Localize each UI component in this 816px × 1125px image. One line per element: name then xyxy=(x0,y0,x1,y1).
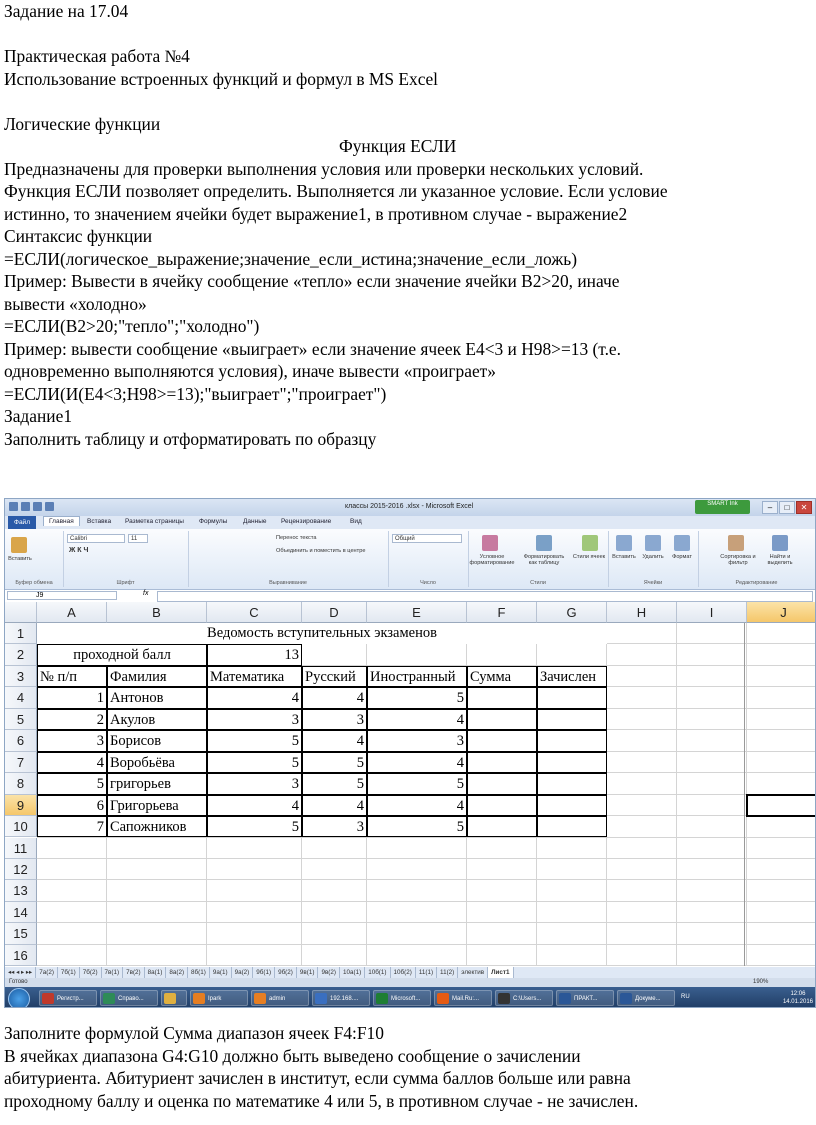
ribbon-tabs xyxy=(5,516,815,529)
redo-icon[interactable] xyxy=(45,502,54,511)
table-header-cell[interactable]: Математика xyxy=(207,666,302,687)
row-number-cell[interactable]: 4 xyxy=(37,752,107,773)
taskbar-button[interactable] xyxy=(161,990,187,1006)
taskbar-label: Регистр... xyxy=(57,996,84,1002)
text-line: абитуриента. Абитуриент зачислен в институт, если сумма баллов больше или равна xyxy=(4,1068,631,1088)
russian-score-cell[interactable]: 5 xyxy=(302,752,367,773)
sheet-tab[interactable]: 7в(2) xyxy=(123,967,145,978)
save-icon[interactable] xyxy=(21,502,30,511)
format-cells-button[interactable]: Формат xyxy=(672,554,692,560)
russian-score-cell[interactable]: 4 xyxy=(302,730,367,751)
sheet-tab[interactable]: Лист1 xyxy=(488,967,513,978)
column-header[interactable]: I xyxy=(677,602,747,623)
number-format-select[interactable]: Общий xyxy=(392,534,462,543)
row-number-cell[interactable]: 1 xyxy=(37,687,107,708)
foreign-score-cell[interactable]: 5 xyxy=(367,687,467,708)
sheet-tab[interactable]: электив xyxy=(458,967,488,978)
russian-score-cell[interactable]: 3 xyxy=(302,816,367,837)
row-number-cell[interactable]: 3 xyxy=(37,730,107,751)
select-all-corner[interactable] xyxy=(5,602,37,623)
group-label: Число xyxy=(420,580,436,586)
app-icon xyxy=(42,993,54,1004)
enrolled-cell[interactable] xyxy=(537,816,607,837)
surname-cell[interactable]: Антонов xyxy=(107,687,207,708)
russian-score-cell[interactable]: 5 xyxy=(302,773,367,794)
conditional-format-icon[interactable] xyxy=(482,535,498,551)
table-header-cell[interactable]: Фамилия xyxy=(107,666,207,687)
column-header[interactable]: J xyxy=(747,602,816,623)
taskbar-label: Microsoft... xyxy=(391,996,421,1002)
paste-icon[interactable] xyxy=(11,537,27,553)
group-styles xyxy=(468,531,609,587)
tab-file[interactable]: Файл xyxy=(8,516,36,529)
math-score-cell[interactable]: 5 xyxy=(207,816,302,837)
group-font xyxy=(63,531,189,587)
taskbar-label: Ipark xyxy=(208,996,222,1002)
insert-cells-button[interactable]: Вставить xyxy=(612,554,636,560)
fx-icon[interactable]: fx xyxy=(143,590,149,597)
formula-input[interactable] xyxy=(157,591,813,602)
gridline xyxy=(37,944,816,945)
work-title: Практическая работа №4 xyxy=(4,46,190,66)
taskbar-button[interactable] xyxy=(373,990,431,1006)
close-icon[interactable]: ✕ xyxy=(796,501,812,514)
excel-window xyxy=(4,498,816,1008)
app-icon xyxy=(620,993,632,1004)
group-cells xyxy=(608,531,699,587)
row-number-cell[interactable]: 7 xyxy=(37,816,107,837)
sheet-tab[interactable]: 9б(1) xyxy=(253,967,275,978)
excel-icon xyxy=(9,502,18,511)
group-alignment xyxy=(188,531,389,587)
sheet-tab[interactable]: 7б(1) xyxy=(58,967,80,978)
document-bottom xyxy=(4,1022,812,1112)
taskbar-button[interactable] xyxy=(556,990,614,1006)
taskbar-label: 192.168.... xyxy=(330,996,359,1002)
assignment-date: Задание на 17.04 xyxy=(4,1,129,21)
russian-score-cell[interactable]: 4 xyxy=(302,687,367,708)
formula-line: =ЕСЛИ(B2>20;"тепло";"холодно") xyxy=(4,316,260,336)
window-title: классы 2015-2016 .xlsx - Microsoft Excel xyxy=(345,503,474,510)
app-icon xyxy=(103,993,115,1004)
name-box[interactable]: J9 xyxy=(7,591,117,600)
sheet-tab[interactable]: 9а(2) xyxy=(232,967,254,978)
enrolled-cell[interactable] xyxy=(537,709,607,730)
status-bar xyxy=(5,978,816,987)
sheet-tab[interactable]: 7а(2) xyxy=(36,967,58,978)
document-top xyxy=(4,0,812,450)
row-header[interactable]: 13 xyxy=(5,880,37,901)
app-icon xyxy=(437,993,449,1004)
formula-line: =ЕСЛИ(логическое_выражение;значение_если_истина;значение_если_ложь) xyxy=(4,248,577,269)
zoom-level[interactable]: 190% xyxy=(753,979,769,985)
table-header-cell[interactable]: Иностранный xyxy=(367,666,467,687)
row-number-cell[interactable]: 2 xyxy=(37,709,107,730)
math-score-cell[interactable]: 5 xyxy=(207,730,302,751)
column-header[interactable]: E xyxy=(367,602,467,623)
row-header[interactable]: 10 xyxy=(5,816,37,837)
surname-cell[interactable]: Борисов xyxy=(107,730,207,751)
gridline xyxy=(37,879,816,880)
sheet-tab[interactable]: 10а(1) xyxy=(340,967,365,978)
text-line: вывести «холодно» xyxy=(4,293,147,314)
sort-filter-button[interactable]: Сортировка и фильтр xyxy=(720,554,756,566)
format-table-button[interactable]: Форматировать как таблицу xyxy=(523,554,565,566)
sheet-tab[interactable]: 7б(2) xyxy=(80,967,102,978)
foreign-score-cell[interactable]: 3 xyxy=(367,730,467,751)
surname-cell[interactable]: григорьев xyxy=(107,773,207,794)
taskbar-button[interactable] xyxy=(190,990,248,1006)
insert-cells-icon[interactable] xyxy=(616,535,632,551)
sheet-tab[interactable]: 10б(1) xyxy=(365,967,390,978)
text-line: Функция ЕСЛИ позволяет определить. Выполняется ли указанное условие. Если условие xyxy=(4,181,668,201)
tab-page-layout[interactable]: Разметка страницы xyxy=(125,518,184,525)
sum-cell[interactable] xyxy=(467,816,537,837)
tab-insert[interactable]: Вставка xyxy=(87,518,112,525)
app-icon xyxy=(559,993,571,1004)
surname-cell[interactable]: Григорьева xyxy=(107,795,207,816)
bold-button[interactable]: Ж К Ч xyxy=(69,547,89,554)
find-select-icon[interactable] xyxy=(772,535,788,551)
sheet-tab[interactable]: 8а(1) xyxy=(145,967,167,978)
column-header[interactable]: F xyxy=(467,602,537,623)
group-label: Ячейки xyxy=(643,580,663,586)
format-table-icon[interactable] xyxy=(536,535,552,551)
pass-score-value[interactable]: 13 xyxy=(207,644,302,665)
taskbar-label: Докуме... xyxy=(635,996,661,1002)
group-label: Шрифт xyxy=(116,580,135,586)
table-header-cell[interactable]: Сумма xyxy=(467,666,537,687)
taskbar-button[interactable] xyxy=(312,990,370,1006)
font-name-select[interactable]: Calibri xyxy=(67,534,125,543)
sum-cell[interactable] xyxy=(467,709,537,730)
undo-icon[interactable] xyxy=(33,502,42,511)
text-line: истинно, то значением ячейки будет выражение1, в противном случае - выражение2 xyxy=(4,203,628,224)
sheet-tab[interactable]: 9а(1) xyxy=(210,967,232,978)
table-header-cell[interactable]: Русский xyxy=(302,666,367,687)
title-bar xyxy=(5,499,815,516)
taskbar-button[interactable] xyxy=(495,990,553,1006)
pass-score-label[interactable]: проходной балл xyxy=(37,644,207,665)
sheet-tab[interactable]: 7в(1) xyxy=(102,967,124,978)
column-header[interactable]: C xyxy=(207,602,302,623)
sort-filter-icon[interactable] xyxy=(728,535,744,551)
language-indicator[interactable]: RU xyxy=(681,994,690,1000)
delete-cells-icon[interactable] xyxy=(645,535,661,551)
row-number-cell[interactable]: 6 xyxy=(37,795,107,816)
cell-styles-icon[interactable] xyxy=(582,535,598,551)
column-header[interactable]: G xyxy=(537,602,607,623)
enrolled-cell[interactable] xyxy=(537,773,607,794)
taskbar-label: ПРАКТ... xyxy=(574,996,598,1002)
group-label: Буфер обмена xyxy=(15,580,53,586)
task-heading: Задание1 xyxy=(4,406,73,426)
sum-cell[interactable] xyxy=(467,730,537,751)
math-score-cell[interactable]: 4 xyxy=(207,795,302,816)
sheet-tab[interactable]: 8а(2) xyxy=(166,967,188,978)
ribbon xyxy=(5,529,815,590)
sheet-title[interactable]: Ведомость вступительных экзаменов xyxy=(37,623,607,644)
app-icon xyxy=(193,993,205,1004)
group-editing xyxy=(698,531,815,587)
page-break-line xyxy=(744,623,745,966)
text-line: проходному баллу и оценка по математике 4 или 5, в противном случае - не зачислен. xyxy=(4,1090,639,1111)
gridline xyxy=(37,901,816,902)
row-header[interactable]: 15 xyxy=(5,923,37,944)
foreign-score-cell[interactable]: 5 xyxy=(367,816,467,837)
text-line: Предназначены для проверки выполнения условия или проверки нескольких условий. xyxy=(4,158,644,179)
row-header[interactable]: 1 xyxy=(5,623,37,644)
column-header[interactable]: H xyxy=(607,602,677,623)
tab-view[interactable]: Вид xyxy=(350,518,362,525)
section-heading: Логические функции xyxy=(4,113,161,134)
sheet-tab[interactable]: 9в(2) xyxy=(318,967,340,978)
maximize-icon[interactable]: □ xyxy=(779,501,795,514)
group-label: Выравнивание xyxy=(269,580,307,586)
merge-center-button[interactable]: Объединить и поместить в центре xyxy=(276,548,366,554)
find-select-button[interactable]: Найти и выделить xyxy=(767,554,793,566)
clock-time: 12:06 xyxy=(790,991,806,997)
minimize-icon[interactable]: – xyxy=(762,501,778,514)
taskbar-label: Справо... xyxy=(118,996,144,1002)
surname-cell[interactable]: Воробьёва xyxy=(107,752,207,773)
row-header[interactable]: 2 xyxy=(5,644,37,665)
column-header[interactable]: A xyxy=(37,602,107,623)
sum-cell[interactable] xyxy=(467,752,537,773)
taskbar-label: admin xyxy=(269,996,286,1002)
math-score-cell[interactable]: 3 xyxy=(207,709,302,730)
surname-cell[interactable]: Акулов xyxy=(107,709,207,730)
font-size-select[interactable]: 11 xyxy=(128,534,148,543)
sheet-tab[interactable]: 8б(1) xyxy=(188,967,210,978)
sheet-nav-arrows[interactable]: ◂◂ ◂ ▸ ▸▸ xyxy=(5,967,36,978)
row-header[interactable]: 9 xyxy=(5,795,37,816)
tab-home[interactable]: Главная xyxy=(43,516,80,526)
sum-cell[interactable] xyxy=(467,795,537,816)
surname-cell[interactable]: Сапожников xyxy=(107,816,207,837)
table-header-cell[interactable]: Зачислен xyxy=(537,666,607,687)
group-clipboard xyxy=(5,531,64,587)
text-line: Пример: Вывести в ячейку сообщение «тепло» если значение ячейки B2>20, иначе xyxy=(4,271,620,291)
window-controls xyxy=(761,501,812,514)
format-cells-icon[interactable] xyxy=(674,535,690,551)
text-line: В ячейках диапазона G4:G10 должно быть выведено сообщение о зачислении xyxy=(4,1045,581,1066)
app-icon xyxy=(254,993,266,1004)
task-text: Заполнить таблицу и отформатировать по образцу xyxy=(4,428,377,449)
row-header[interactable]: 16 xyxy=(5,945,37,966)
gridline xyxy=(37,922,816,923)
foreign-score-cell[interactable]: 4 xyxy=(367,709,467,730)
app-icon xyxy=(498,993,510,1004)
tab-formulas[interactable]: Формулы xyxy=(199,518,228,525)
sheet-tab[interactable]: 9в(1) xyxy=(297,967,319,978)
taskbar-label: C:\Users... xyxy=(513,996,542,1002)
text-line: Заполните формулой Сумма диапазон ячеек F4:F10 xyxy=(4,1023,384,1043)
row-header[interactable]: 11 xyxy=(5,838,37,859)
work-subtitle: Использование встроенных функций и формул в MS Excel xyxy=(4,68,439,89)
paste-button[interactable]: Вставить xyxy=(8,556,32,562)
row-header[interactable]: 8 xyxy=(5,773,37,794)
spreadsheet-grid[interactable] xyxy=(5,602,816,967)
windows-taskbar xyxy=(5,987,816,1008)
row-header[interactable]: 4 xyxy=(5,687,37,708)
column-header[interactable]: D xyxy=(302,602,367,623)
group-label: Стили xyxy=(530,580,546,586)
text-line: одновременно выполняются условия), иначе вывести «проиграет» xyxy=(4,361,496,381)
row-header[interactable]: 3 xyxy=(5,666,37,687)
app-icon xyxy=(376,993,388,1004)
sum-cell[interactable] xyxy=(467,773,537,794)
status-text: Готово xyxy=(9,979,28,985)
row-header[interactable]: 12 xyxy=(5,859,37,880)
row-header[interactable]: 5 xyxy=(5,709,37,730)
taskbar-button[interactable] xyxy=(100,990,158,1006)
app-icon xyxy=(315,993,327,1004)
sheet-tab[interactable]: 9б(2) xyxy=(275,967,297,978)
sheet-tabs xyxy=(5,967,816,978)
row-header[interactable]: 7 xyxy=(5,752,37,773)
group-number xyxy=(388,531,469,587)
sheet-tab[interactable]: 10б(2) xyxy=(391,967,416,978)
math-score-cell[interactable]: 4 xyxy=(207,687,302,708)
sum-cell[interactable] xyxy=(467,687,537,708)
row-number-cell[interactable]: 5 xyxy=(37,773,107,794)
start-button[interactable] xyxy=(8,988,30,1008)
text-line: Пример: вывести сообщение «выиграет» если значение ячеек E4<3 и H98>=13 (т.е. xyxy=(4,338,621,359)
clock xyxy=(783,990,813,1006)
sheet-tab[interactable]: 11(2) xyxy=(437,967,458,978)
group-label: Редактирование xyxy=(735,580,778,586)
foreign-score-cell[interactable]: 5 xyxy=(367,773,467,794)
gridline xyxy=(37,858,816,859)
smart-ink-badge[interactable]: SMART Ink xyxy=(695,500,750,514)
taskbar-button[interactable] xyxy=(434,990,492,1006)
taskbar-button[interactable] xyxy=(39,990,97,1006)
tab-review[interactable]: Рецензирование xyxy=(281,518,332,525)
active-cell-j9[interactable] xyxy=(746,794,816,817)
russian-score-cell[interactable]: 3 xyxy=(302,709,367,730)
conditional-format-button[interactable]: Условное форматирование xyxy=(469,554,515,566)
taskbar-button[interactable] xyxy=(617,990,675,1006)
enrolled-cell[interactable] xyxy=(537,687,607,708)
function-heading: Функция ЕСЛИ xyxy=(339,136,457,156)
taskbar-label: Mail.Ru:... xyxy=(452,996,480,1002)
wrap-text-button[interactable]: Перенос текста xyxy=(276,535,317,541)
row-header[interactable]: 14 xyxy=(5,902,37,923)
quick-access-toolbar[interactable] xyxy=(9,502,69,513)
foreign-score-cell[interactable]: 4 xyxy=(367,795,467,816)
app-icon xyxy=(164,993,176,1004)
enrolled-cell[interactable] xyxy=(537,730,607,751)
enrolled-cell[interactable] xyxy=(537,752,607,773)
row-header[interactable]: 6 xyxy=(5,730,37,751)
clock-date: 14.01.2016 xyxy=(782,999,813,1005)
tab-data[interactable]: Данные xyxy=(243,518,267,525)
math-score-cell[interactable]: 5 xyxy=(207,752,302,773)
text-line: Синтаксис функции xyxy=(4,226,153,246)
sheet-tab[interactable]: 11(1) xyxy=(416,967,437,978)
delete-cells-button[interactable]: Удалить xyxy=(642,554,664,560)
russian-score-cell[interactable]: 4 xyxy=(302,795,367,816)
column-header[interactable]: B xyxy=(107,602,207,623)
foreign-score-cell[interactable]: 4 xyxy=(367,752,467,773)
enrolled-cell[interactable] xyxy=(537,795,607,816)
table-header-cell[interactable]: № п/п xyxy=(37,666,107,687)
math-score-cell[interactable]: 3 xyxy=(207,773,302,794)
gridline xyxy=(676,623,677,966)
taskbar-button[interactable] xyxy=(251,990,309,1006)
formula-line: =ЕСЛИ(И(E4<3;H98>=13);"выиграет";"проиграет") xyxy=(4,383,387,404)
cell-styles-button[interactable]: Стили ячеек xyxy=(572,554,606,560)
